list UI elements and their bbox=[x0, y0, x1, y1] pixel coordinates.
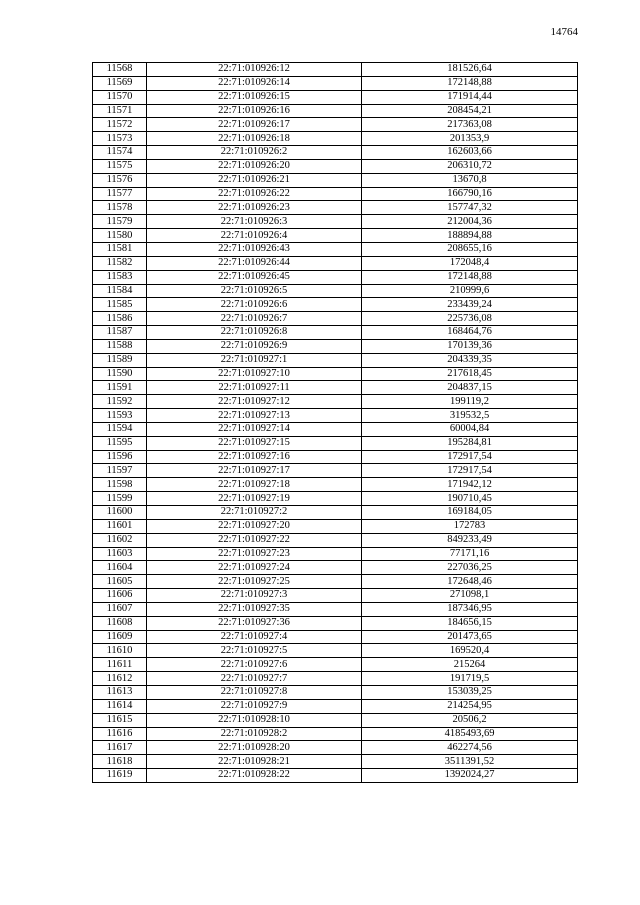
cadastral-value-table bbox=[92, 62, 578, 783]
row-number-cell: 11583 bbox=[93, 270, 147, 284]
row-number-cell: 11577 bbox=[93, 187, 147, 201]
value-cell: 199119,2 bbox=[362, 395, 578, 409]
value-cell: 195284,81 bbox=[362, 436, 578, 450]
table-row bbox=[93, 436, 578, 450]
value-cell: 212004,36 bbox=[362, 215, 578, 229]
table-row bbox=[93, 616, 578, 630]
cadastral-number-cell: 22:71:010926:9 bbox=[147, 339, 362, 353]
cadastral-number-cell: 22:71:010927:36 bbox=[147, 616, 362, 630]
row-number-cell: 11586 bbox=[93, 312, 147, 326]
row-number-cell: 11591 bbox=[93, 381, 147, 395]
value-cell: 206310,72 bbox=[362, 159, 578, 173]
cadastral-number-cell: 22:71:010927:3 bbox=[147, 589, 362, 603]
table-row bbox=[93, 478, 578, 492]
value-cell: 181526,64 bbox=[362, 63, 578, 77]
table-row bbox=[93, 132, 578, 146]
row-number-cell: 11600 bbox=[93, 506, 147, 520]
table-row bbox=[93, 395, 578, 409]
cadastral-number-cell: 22:71:010926:3 bbox=[147, 215, 362, 229]
value-cell: 3511391,52 bbox=[362, 755, 578, 769]
value-cell: 20506,2 bbox=[362, 713, 578, 727]
row-number-cell: 11607 bbox=[93, 602, 147, 616]
row-number-cell: 11603 bbox=[93, 547, 147, 561]
row-number-cell: 11588 bbox=[93, 339, 147, 353]
cadastral-number-cell: 22:71:010927:8 bbox=[147, 685, 362, 699]
table-row bbox=[93, 644, 578, 658]
table-row bbox=[93, 699, 578, 713]
row-number-cell: 11605 bbox=[93, 575, 147, 589]
row-number-cell: 11594 bbox=[93, 422, 147, 436]
cadastral-number-cell: 22:71:010927:35 bbox=[147, 602, 362, 616]
row-number-cell: 11581 bbox=[93, 242, 147, 256]
cadastral-number-cell: 22:71:010927:13 bbox=[147, 409, 362, 423]
row-number-cell: 11568 bbox=[93, 63, 147, 77]
cadastral-number-cell: 22:71:010927:14 bbox=[147, 422, 362, 436]
cadastral-number-cell: 22:71:010927:23 bbox=[147, 547, 362, 561]
value-cell: 153039,25 bbox=[362, 685, 578, 699]
table-row bbox=[93, 533, 578, 547]
value-cell: 204339,35 bbox=[362, 353, 578, 367]
table-row bbox=[93, 256, 578, 270]
cadastral-number-cell: 22:71:010927:19 bbox=[147, 492, 362, 506]
value-cell: 233439,24 bbox=[362, 298, 578, 312]
table-row bbox=[93, 367, 578, 381]
value-cell: 170139,36 bbox=[362, 339, 578, 353]
row-number-cell: 11610 bbox=[93, 644, 147, 658]
cadastral-number-cell: 22:71:010927:11 bbox=[147, 381, 362, 395]
cadastral-number-cell: 22:71:010926:16 bbox=[147, 104, 362, 118]
value-cell: 4185493,69 bbox=[362, 727, 578, 741]
value-cell: 172148,88 bbox=[362, 76, 578, 90]
value-cell: 849233,49 bbox=[362, 533, 578, 547]
value-cell: 171942,12 bbox=[362, 478, 578, 492]
table-row bbox=[93, 589, 578, 603]
row-number-cell: 11584 bbox=[93, 284, 147, 298]
table-row bbox=[93, 630, 578, 644]
row-number-cell: 11593 bbox=[93, 409, 147, 423]
row-number-cell: 11578 bbox=[93, 201, 147, 215]
row-number-cell: 11585 bbox=[93, 298, 147, 312]
table-row bbox=[93, 755, 578, 769]
row-number-cell: 11608 bbox=[93, 616, 147, 630]
cadastral-number-cell: 22:71:010927:12 bbox=[147, 395, 362, 409]
row-number-cell: 11595 bbox=[93, 436, 147, 450]
table-row bbox=[93, 104, 578, 118]
table-row bbox=[93, 422, 578, 436]
value-cell: 172917,54 bbox=[362, 450, 578, 464]
cadastral-number-cell: 22:71:010926:22 bbox=[147, 187, 362, 201]
table-row bbox=[93, 381, 578, 395]
row-number-cell: 11599 bbox=[93, 492, 147, 506]
table-row bbox=[93, 741, 578, 755]
table-row bbox=[93, 672, 578, 686]
cadastral-number-cell: 22:71:010927:25 bbox=[147, 575, 362, 589]
table-row bbox=[93, 215, 578, 229]
value-cell: 319532,5 bbox=[362, 409, 578, 423]
value-cell: 210999,6 bbox=[362, 284, 578, 298]
table-row bbox=[93, 229, 578, 243]
table-row bbox=[93, 146, 578, 160]
table-row bbox=[93, 90, 578, 104]
value-cell: 208655,16 bbox=[362, 242, 578, 256]
cadastral-number-cell: 22:71:010927:15 bbox=[147, 436, 362, 450]
table-row bbox=[93, 201, 578, 215]
cadastral-number-cell: 22:71:010927:4 bbox=[147, 630, 362, 644]
cadastral-number-cell: 22:71:010928:2 bbox=[147, 727, 362, 741]
table-row bbox=[93, 727, 578, 741]
row-number-cell: 11589 bbox=[93, 353, 147, 367]
value-cell: 162603,66 bbox=[362, 146, 578, 160]
row-number-cell: 11576 bbox=[93, 173, 147, 187]
cadastral-number-cell: 22:71:010928:20 bbox=[147, 741, 362, 755]
row-number-cell: 11587 bbox=[93, 326, 147, 340]
row-number-cell: 11615 bbox=[93, 713, 147, 727]
row-number-cell: 11574 bbox=[93, 146, 147, 160]
value-cell: 214254,95 bbox=[362, 699, 578, 713]
cadastral-number-cell: 22:71:010926:44 bbox=[147, 256, 362, 270]
value-cell: 168464,76 bbox=[362, 326, 578, 340]
row-number-cell: 11606 bbox=[93, 589, 147, 603]
table-row bbox=[93, 298, 578, 312]
table-row bbox=[93, 187, 578, 201]
value-cell: 187346,95 bbox=[362, 602, 578, 616]
value-cell: 462274,56 bbox=[362, 741, 578, 755]
cadastral-number-cell: 22:71:010927:5 bbox=[147, 644, 362, 658]
row-number-cell: 11579 bbox=[93, 215, 147, 229]
cadastral-number-cell: 22:71:010927:10 bbox=[147, 367, 362, 381]
value-cell: 201353,9 bbox=[362, 132, 578, 146]
cadastral-number-cell: 22:71:010927:17 bbox=[147, 464, 362, 478]
value-cell: 172917,54 bbox=[362, 464, 578, 478]
value-cell: 271098,1 bbox=[362, 589, 578, 603]
cadastral-number-cell: 22:71:010926:15 bbox=[147, 90, 362, 104]
row-number-cell: 11601 bbox=[93, 519, 147, 533]
table-row bbox=[93, 561, 578, 575]
table-row bbox=[93, 519, 578, 533]
value-cell: 217618,45 bbox=[362, 367, 578, 381]
cadastral-number-cell: 22:71:010926:6 bbox=[147, 298, 362, 312]
table-row bbox=[93, 270, 578, 284]
value-cell: 184656,15 bbox=[362, 616, 578, 630]
table-row bbox=[93, 339, 578, 353]
table-row bbox=[93, 464, 578, 478]
cadastral-number-cell: 22:71:010927:9 bbox=[147, 699, 362, 713]
cadastral-number-cell: 22:71:010926:43 bbox=[147, 242, 362, 256]
row-number-cell: 11582 bbox=[93, 256, 147, 270]
table-row bbox=[93, 658, 578, 672]
cadastral-number-cell: 22:71:010927:24 bbox=[147, 561, 362, 575]
value-cell: 204837,15 bbox=[362, 381, 578, 395]
cadastral-number-cell: 22:71:010927:1 bbox=[147, 353, 362, 367]
table-row bbox=[93, 492, 578, 506]
table-row bbox=[93, 284, 578, 298]
cadastral-number-cell: 22:71:010927:22 bbox=[147, 533, 362, 547]
cadastral-number-cell: 22:71:010926:17 bbox=[147, 118, 362, 132]
cadastral-number-cell: 22:71:010926:7 bbox=[147, 312, 362, 326]
value-cell: 172148,88 bbox=[362, 270, 578, 284]
row-number-cell: 11590 bbox=[93, 367, 147, 381]
value-cell: 227036,25 bbox=[362, 561, 578, 575]
table-row bbox=[93, 242, 578, 256]
cadastral-number-cell: 22:71:010928:10 bbox=[147, 713, 362, 727]
table-row bbox=[93, 326, 578, 340]
value-cell: 169184,05 bbox=[362, 506, 578, 520]
cadastral-number-cell: 22:71:010927:7 bbox=[147, 672, 362, 686]
row-number-cell: 11592 bbox=[93, 395, 147, 409]
row-number-cell: 11570 bbox=[93, 90, 147, 104]
cadastral-number-cell: 22:71:010926:14 bbox=[147, 76, 362, 90]
value-cell: 172648,46 bbox=[362, 575, 578, 589]
value-cell: 215264 bbox=[362, 658, 578, 672]
cadastral-number-cell: 22:71:010926:8 bbox=[147, 326, 362, 340]
cadastral-number-cell: 22:71:010926:4 bbox=[147, 229, 362, 243]
value-cell: 217363,08 bbox=[362, 118, 578, 132]
cadastral-number-cell: 22:71:010927:18 bbox=[147, 478, 362, 492]
table-row bbox=[93, 353, 578, 367]
cadastral-number-cell: 22:71:010926:20 bbox=[147, 159, 362, 173]
row-number-cell: 11612 bbox=[93, 672, 147, 686]
cadastral-number-cell: 22:71:010926:21 bbox=[147, 173, 362, 187]
table-row bbox=[93, 118, 578, 132]
table-row bbox=[93, 575, 578, 589]
cadastral-number-cell: 22:71:010927:20 bbox=[147, 519, 362, 533]
value-cell: 169520,4 bbox=[362, 644, 578, 658]
row-number-cell: 11604 bbox=[93, 561, 147, 575]
row-number-cell: 11569 bbox=[93, 76, 147, 90]
value-cell: 208454,21 bbox=[362, 104, 578, 118]
table-row bbox=[93, 76, 578, 90]
table-row bbox=[93, 547, 578, 561]
table-row bbox=[93, 769, 578, 783]
value-cell: 166790,16 bbox=[362, 187, 578, 201]
table-row bbox=[93, 63, 578, 77]
row-number-cell: 11611 bbox=[93, 658, 147, 672]
value-cell: 201473,65 bbox=[362, 630, 578, 644]
value-cell: 60004,84 bbox=[362, 422, 578, 436]
table-row bbox=[93, 312, 578, 326]
row-number-cell: 11596 bbox=[93, 450, 147, 464]
table-row bbox=[93, 409, 578, 423]
row-number-cell: 11598 bbox=[93, 478, 147, 492]
row-number-cell: 11571 bbox=[93, 104, 147, 118]
page-number: 14764 bbox=[550, 26, 578, 38]
cadastral-number-cell: 22:71:010926:23 bbox=[147, 201, 362, 215]
value-cell: 1392024,27 bbox=[362, 769, 578, 783]
table-body bbox=[93, 63, 578, 783]
value-cell: 172783 bbox=[362, 519, 578, 533]
row-number-cell: 11609 bbox=[93, 630, 147, 644]
cadastral-number-cell: 22:71:010927:6 bbox=[147, 658, 362, 672]
value-cell: 77171,16 bbox=[362, 547, 578, 561]
value-cell: 190710,45 bbox=[362, 492, 578, 506]
value-cell: 191719,5 bbox=[362, 672, 578, 686]
value-cell: 172048,4 bbox=[362, 256, 578, 270]
value-cell: 157747,32 bbox=[362, 201, 578, 215]
row-number-cell: 11597 bbox=[93, 464, 147, 478]
row-number-cell: 11573 bbox=[93, 132, 147, 146]
table-row bbox=[93, 506, 578, 520]
table-row bbox=[93, 173, 578, 187]
row-number-cell: 11614 bbox=[93, 699, 147, 713]
row-number-cell: 11618 bbox=[93, 755, 147, 769]
cadastral-number-cell: 22:71:010927:16 bbox=[147, 450, 362, 464]
cadastral-number-cell: 22:71:010928:21 bbox=[147, 755, 362, 769]
table-row bbox=[93, 602, 578, 616]
row-number-cell: 11572 bbox=[93, 118, 147, 132]
row-number-cell: 11602 bbox=[93, 533, 147, 547]
table-row bbox=[93, 159, 578, 173]
cadastral-number-cell: 22:71:010927:2 bbox=[147, 506, 362, 520]
value-cell: 225736,08 bbox=[362, 312, 578, 326]
cadastral-number-cell: 22:71:010926:2 bbox=[147, 146, 362, 160]
cadastral-number-cell: 22:71:010928:22 bbox=[147, 769, 362, 783]
row-number-cell: 11617 bbox=[93, 741, 147, 755]
cadastral-number-cell: 22:71:010926:5 bbox=[147, 284, 362, 298]
value-cell: 188894,88 bbox=[362, 229, 578, 243]
row-number-cell: 11575 bbox=[93, 159, 147, 173]
table-row bbox=[93, 450, 578, 464]
row-number-cell: 11616 bbox=[93, 727, 147, 741]
cadastral-number-cell: 22:71:010926:45 bbox=[147, 270, 362, 284]
row-number-cell: 11619 bbox=[93, 769, 147, 783]
cadastral-number-cell: 22:71:010926:12 bbox=[147, 63, 362, 77]
row-number-cell: 11613 bbox=[93, 685, 147, 699]
value-cell: 171914,44 bbox=[362, 90, 578, 104]
table-row bbox=[93, 685, 578, 699]
table-row bbox=[93, 713, 578, 727]
row-number-cell: 11580 bbox=[93, 229, 147, 243]
cadastral-number-cell: 22:71:010926:18 bbox=[147, 132, 362, 146]
value-cell: 13670,8 bbox=[362, 173, 578, 187]
